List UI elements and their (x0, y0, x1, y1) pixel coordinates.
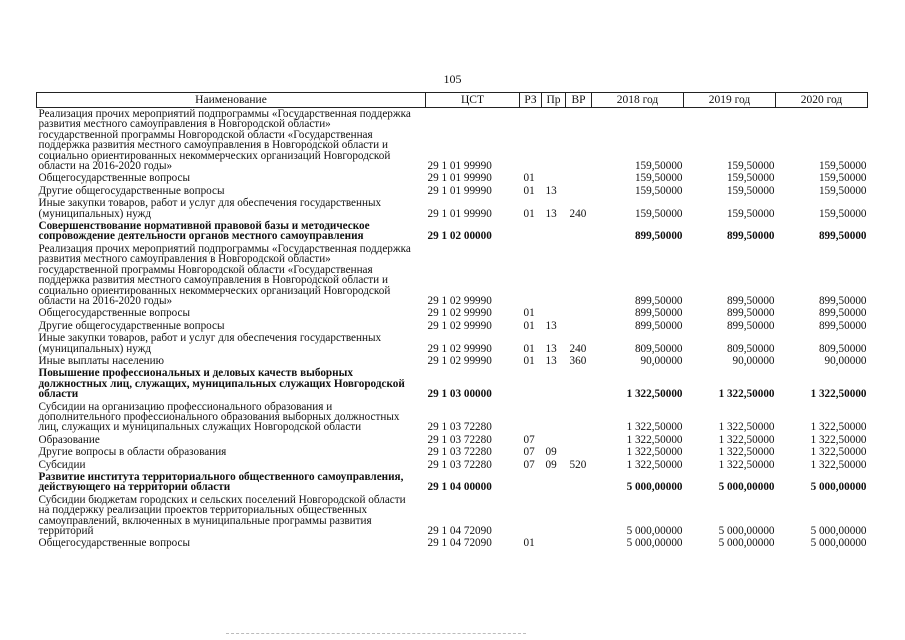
row-pr (542, 471, 566, 494)
table-row (37, 401, 868, 434)
row-pr: 09 (545, 446, 557, 459)
row-value-2020: 5 000,00000 (810, 525, 867, 538)
table-row (37, 197, 868, 220)
row-cst: 29 1 02 99990 (427, 294, 492, 307)
row-value-2018: 899,50000 (634, 319, 683, 332)
row-pr: 09 (545, 458, 557, 471)
table-row (37, 185, 868, 197)
row-value-2019: 159,50000 (726, 160, 775, 173)
header-rz: РЗ (520, 93, 542, 108)
row-rz (520, 471, 542, 494)
row-cst: 29 1 01 99990 (427, 207, 492, 220)
row-value-2018: 5 000,00000 (626, 481, 683, 494)
table-row (37, 307, 868, 319)
row-rz: 07 (523, 446, 535, 459)
row-value-2019: 5 000,00000 (718, 525, 775, 538)
row-value-2018: 1 322,50000 (626, 433, 683, 446)
row-rz (520, 220, 542, 243)
row-cst: 29 1 03 72280 (427, 433, 492, 446)
row-value-2019: 159,50000 (726, 172, 775, 185)
row-name: Субсидии (38, 458, 86, 471)
row-vr (566, 401, 592, 434)
table-row (37, 108, 868, 173)
row-rz: 01 (523, 172, 535, 185)
row-value-2020: 899,50000 (818, 230, 867, 243)
row-rz: 07 (523, 433, 535, 446)
row-name: Иные выплаты населению (38, 354, 164, 367)
row-pr (542, 172, 566, 184)
row-value-2019: 899,50000 (726, 294, 775, 307)
row-vr (566, 434, 592, 446)
row-value-2018: 159,50000 (634, 172, 683, 185)
row-vr: 240 (569, 342, 587, 355)
row-rz: 01 (523, 307, 535, 320)
table-row (37, 537, 868, 549)
row-vr (566, 108, 592, 173)
row-value-2020: 899,50000 (818, 307, 867, 320)
row-value-2018: 159,50000 (634, 160, 683, 173)
row-value-2020: 159,50000 (818, 160, 867, 173)
header-cst: ЦСТ (426, 93, 520, 108)
row-cst: 29 1 03 72280 (427, 446, 492, 459)
row-name: Иные закупки товаров, работ и услуг для обеспечения государственных (муниципальных) нужд (38, 197, 382, 220)
budget-table (36, 92, 868, 550)
row-value-2019: 159,50000 (726, 184, 775, 197)
row-cst: 29 1 02 99990 (427, 319, 492, 332)
row-name: Реализация прочих мероприятий подпрограммы «Государственная поддержка развития местного самоуправления в Новгородской области» государственной программы Новгородской области «Государственная поддержка развития местного самоуправления в Новгородской области и социально ориентированных некоммерческих организаций Новгородской области на 2016-2020 годы» (38, 242, 411, 307)
row-name: Развитие института территориального общественного самоуправления, действующего на территории области (38, 471, 404, 494)
row-name: Другие вопросы в области образования (38, 446, 227, 459)
row-value-2019: 5 000,00000 (718, 481, 775, 494)
row-name: Общегосударственные вопросы (38, 537, 191, 550)
row-vr (566, 243, 592, 307)
row-value-2019: 159,50000 (726, 207, 775, 220)
row-value-2020: 159,50000 (818, 172, 867, 185)
row-value-2020: 1 322,50000 (810, 433, 867, 446)
row-value-2020: 809,50000 (818, 342, 867, 355)
row-pr (542, 367, 566, 400)
row-vr (566, 320, 592, 332)
row-value-2019: 1 322,50000 (718, 421, 775, 434)
table-row (37, 220, 868, 243)
row-cst: 29 1 04 72090 (427, 537, 492, 550)
row-rz: 01 (523, 184, 535, 197)
row-value-2018: 1 322,50000 (626, 458, 683, 471)
row-vr (566, 471, 592, 494)
row-name: Реализация прочих мероприятий подпрограммы «Государственная поддержка развития местного самоуправления в Новгородской области» государственной программы Новгородской области «Государственная поддержка развития местного самоуправления в Новгородской области и социально ориентированных некоммерческих организаций Новгородской области на 2016-2020 годы» (38, 108, 411, 173)
footer-rule (226, 633, 526, 635)
row-value-2019: 809,50000 (726, 342, 775, 355)
row-value-2018: 1 322,50000 (626, 446, 683, 459)
row-cst: 29 1 03 00000 (427, 388, 492, 401)
header-vr: ВР (566, 93, 592, 108)
row-value-2020: 1 322,50000 (810, 446, 867, 459)
row-rz: 01 (523, 207, 535, 220)
row-value-2018: 899,50000 (634, 307, 683, 320)
row-cst: 29 1 01 99990 (427, 172, 492, 185)
row-vr (566, 446, 592, 458)
row-value-2020: 1 322,50000 (810, 458, 867, 471)
table-row (37, 243, 868, 307)
row-value-2020: 5 000,00000 (810, 537, 867, 550)
row-vr (566, 494, 592, 538)
row-value-2018: 5 000,00000 (626, 525, 683, 538)
row-value-2018: 809,50000 (634, 342, 683, 355)
row-vr (566, 172, 592, 184)
row-vr: 240 (569, 207, 587, 220)
row-rz (520, 108, 542, 173)
row-name: Другие общегосударственные вопросы (38, 319, 225, 332)
row-pr (542, 307, 566, 319)
row-vr (566, 367, 592, 400)
row-name: Субсидии бюджетам городских и сельских поселений Новгородской области на поддержку реализации проектов территориальных общественных самоуправлений, включенных в муниципальные программы развития территорий (38, 493, 406, 538)
table-row (37, 471, 868, 494)
table-row (37, 355, 868, 367)
row-vr (566, 307, 592, 319)
row-value-2018: 90,00000 (640, 354, 683, 367)
row-value-2018: 159,50000 (634, 184, 683, 197)
row-value-2018: 159,50000 (634, 207, 683, 220)
table-row (37, 446, 868, 458)
row-value-2020: 899,50000 (818, 294, 867, 307)
row-rz (520, 494, 542, 538)
row-cst: 29 1 02 00000 (427, 230, 492, 243)
row-value-2020: 1 322,50000 (810, 388, 867, 401)
row-vr: 360 (569, 354, 587, 367)
row-vr (566, 220, 592, 243)
row-pr (542, 434, 566, 446)
row-rz (520, 401, 542, 434)
table-row (37, 459, 868, 471)
row-value-2020: 899,50000 (818, 319, 867, 332)
row-value-2018: 899,50000 (634, 294, 683, 307)
row-pr (542, 401, 566, 434)
row-name: Общегосударственные вопросы (38, 172, 191, 185)
row-value-2019: 1 322,50000 (718, 458, 775, 471)
row-name: Субсидии на организацию профессионального образования и дополнительного профессионального образования выборных должностных лиц, служащих и муниципальных служащих Новгородской области (38, 400, 400, 434)
row-value-2020: 1 322,50000 (810, 421, 867, 434)
row-value-2019: 899,50000 (726, 307, 775, 320)
row-value-2020: 90,00000 (824, 354, 867, 367)
table-body (37, 108, 868, 550)
row-value-2019: 899,50000 (726, 230, 775, 243)
row-rz: 01 (523, 537, 535, 550)
row-name: Совершенствование нормативной правовой базы и методическое сопровождение деятельности органов местного самоуправления (38, 220, 370, 243)
row-cst: 29 1 01 99990 (427, 184, 492, 197)
row-rz: 01 (523, 342, 535, 355)
row-value-2020: 159,50000 (818, 207, 867, 220)
row-cst: 29 1 04 00000 (427, 481, 492, 494)
row-pr (542, 243, 566, 307)
row-value-2019: 5 000,00000 (718, 537, 775, 550)
row-name: Общегосударственные вопросы (38, 307, 191, 320)
row-cst: 29 1 01 99990 (427, 160, 492, 173)
header-pr: Пр (542, 93, 566, 108)
row-pr: 13 (545, 207, 557, 220)
row-pr (542, 494, 566, 538)
header-2020: 2020 год (776, 93, 868, 108)
header-2019: 2019 год (684, 93, 776, 108)
table-row (37, 332, 868, 355)
row-value-2019: 899,50000 (726, 319, 775, 332)
row-rz: 01 (523, 354, 535, 367)
row-cst: 29 1 03 72280 (427, 421, 492, 434)
table-row (37, 320, 868, 332)
row-value-2018: 1 322,50000 (626, 388, 683, 401)
row-name: Другие общегосударственные вопросы (38, 184, 225, 197)
table-row (37, 494, 868, 538)
row-pr: 13 (545, 319, 557, 332)
row-name: Образование (38, 433, 100, 446)
row-value-2019: 1 322,50000 (718, 388, 775, 401)
row-name: Повышение профессиональных и деловых качеств выборных должностных лиц, служащих, муниципальных служащих Новгородской области (38, 367, 405, 401)
row-pr: 13 (545, 354, 557, 367)
table-header-row (37, 93, 868, 108)
row-rz (520, 367, 542, 400)
row-value-2019: 90,00000 (732, 354, 775, 367)
row-value-2018: 1 322,50000 (626, 421, 683, 434)
header-2018: 2018 год (592, 93, 684, 108)
row-vr: 520 (569, 458, 587, 471)
row-cst: 29 1 02 99990 (427, 342, 492, 355)
row-vr (566, 185, 592, 197)
row-rz (520, 243, 542, 307)
row-value-2020: 159,50000 (818, 184, 867, 197)
row-value-2020: 5 000,00000 (810, 481, 867, 494)
row-pr: 13 (545, 184, 557, 197)
row-pr (542, 220, 566, 243)
row-cst: 29 1 04 72090 (427, 525, 492, 538)
row-pr (542, 108, 566, 173)
row-value-2018: 899,50000 (634, 230, 683, 243)
row-pr: 13 (545, 342, 557, 355)
table-row (37, 172, 868, 184)
row-value-2019: 1 322,50000 (718, 433, 775, 446)
header-name: Наименование (37, 93, 426, 108)
row-value-2019: 1 322,50000 (718, 446, 775, 459)
row-rz: 01 (523, 319, 535, 332)
row-cst: 29 1 03 72280 (427, 458, 492, 471)
page-number: 105 (443, 72, 462, 86)
row-name: Иные закупки товаров, работ и услуг для обеспечения государственных (муниципальных) нужд (38, 332, 382, 355)
row-vr (566, 537, 592, 549)
table-row (37, 367, 868, 400)
row-rz: 07 (523, 458, 535, 471)
table-row (37, 434, 868, 446)
row-cst: 29 1 02 99990 (427, 307, 492, 320)
row-pr (542, 537, 566, 549)
row-value-2018: 5 000,00000 (626, 537, 683, 550)
row-cst: 29 1 02 99990 (427, 354, 492, 367)
